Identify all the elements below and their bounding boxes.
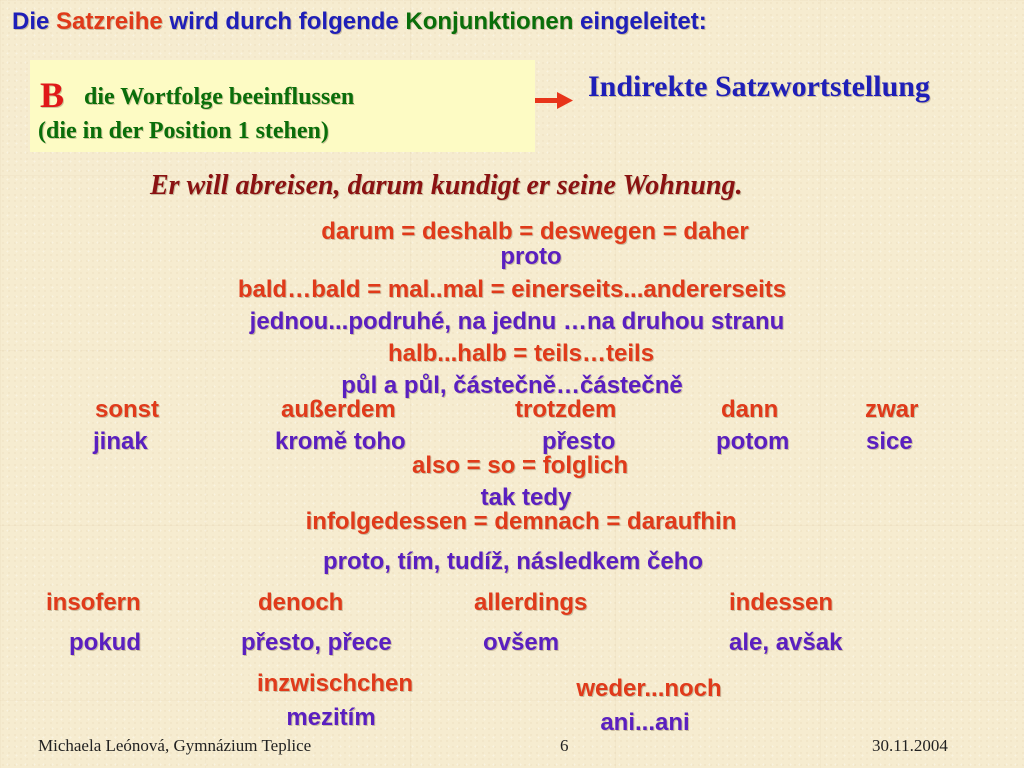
conj-infolgedessen: infolgedessen = demnach = daraufhin	[305, 508, 737, 535]
conj-trotzdem: trotzdem	[515, 396, 617, 423]
conj-zwar: zwar	[865, 396, 919, 423]
conj-also: also = so = folglich	[411, 452, 629, 479]
title-part-die: Die	[12, 8, 57, 35]
conj-allerdings: allerdings	[474, 589, 588, 616]
conj-dann: dann	[721, 396, 779, 423]
right-arrow-icon	[535, 90, 575, 110]
conj-darum: darum = deshalb = deswegen = daher	[321, 218, 749, 245]
word-order-heading: Indirekte Satzwortstellung	[588, 70, 930, 103]
conj-potom: potom	[716, 428, 790, 455]
conj-bald: bald…bald = mal..mal = einerseits...andererseits	[237, 276, 787, 303]
conj-pul: půl a půl, částečně…částečně	[341, 372, 683, 399]
conj-krome: kromě toho	[275, 428, 406, 455]
conj-weder: weder...noch	[576, 675, 722, 702]
conj-proto: proto	[500, 243, 562, 270]
footer-date: 30.11.2004	[872, 736, 948, 755]
conj-mezitim: mezitím	[286, 704, 376, 731]
conj-ausserdem: außerdem	[281, 396, 396, 423]
category-box	[30, 60, 535, 152]
conj-halb: halb...halb = teils…teils	[387, 340, 655, 367]
conj-ovsem: ovšem	[483, 629, 560, 656]
title-part-satzreihe: Satzreihe	[56, 8, 163, 35]
conj-pokud: pokud	[69, 629, 141, 656]
conj-indessen: indessen	[729, 589, 834, 616]
conj-denoch: denoch	[258, 589, 344, 616]
conj-presto: přesto	[542, 428, 616, 455]
slide-title	[12, 8, 707, 36]
title-part-eingeleitet: eingeleitet:	[573, 8, 707, 35]
title-part-konjunktionen: Konjunktionen	[405, 8, 574, 35]
conj-insofern: insofern	[46, 589, 141, 616]
conj-inzwischen: inzwischchen	[256, 670, 414, 697]
example-sentence: Er will abreisen, darum kundigt er seine Wohnung.	[150, 170, 743, 201]
category-letter: B	[40, 75, 65, 115]
conj-jednou: jednou...podruhé, na jednu …na druhou stranu	[249, 308, 785, 335]
conj-ale-avsak: ale, avšak	[729, 629, 843, 656]
conj-ani-ani: ani...ani	[600, 709, 690, 736]
category-note: (die in der Position 1 stehen)	[38, 118, 329, 144]
title-part-wird: wird durch folgende	[162, 8, 406, 35]
conj-tak-tedy: tak tedy	[480, 484, 572, 511]
conj-sice: sice	[866, 428, 913, 455]
footer-author: Michaela Leónová, Gymnázium Teplice	[38, 736, 312, 755]
conj-presto-prece: přesto, přece	[241, 629, 392, 656]
category-description: die Wortfolge beeinflussen	[84, 84, 355, 110]
conj-jinak: jinak	[93, 428, 148, 455]
conj-sonst: sonst	[95, 396, 160, 423]
footer-page-number: 6	[560, 736, 569, 755]
conj-proto-tim: proto, tím, tudíž, následkem čeho	[322, 548, 704, 575]
